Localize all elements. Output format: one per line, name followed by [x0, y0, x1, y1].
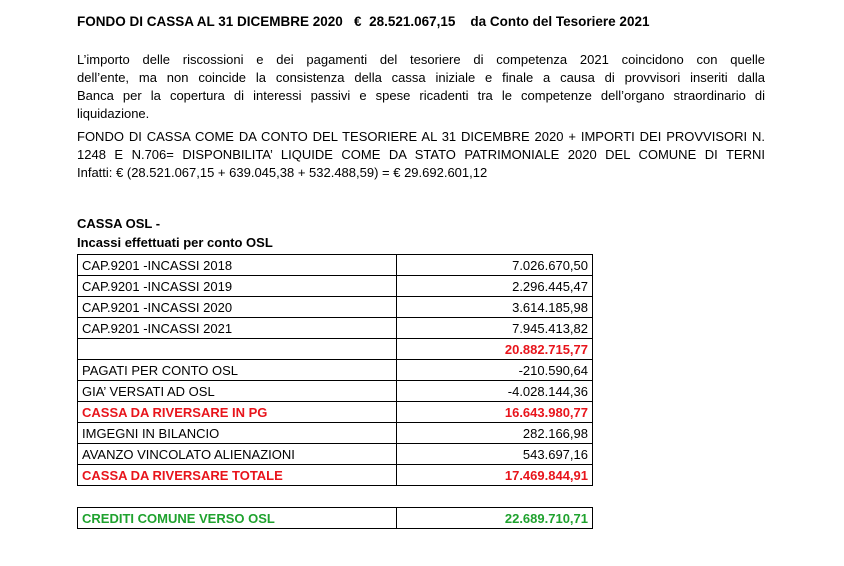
- table-row: [78, 318, 593, 339]
- osl-cash-table: [77, 254, 593, 486]
- row-label: IMGEGNI IN BILANCIO: [78, 423, 397, 444]
- formula-paragraph: [77, 128, 765, 182]
- row-value: 543.697,16: [397, 444, 593, 465]
- table-row: [78, 360, 593, 381]
- row-value: 282.166,98: [397, 423, 593, 444]
- subtotal-row: [78, 339, 593, 360]
- paragraph-line: 1248 E N.706= DISPONBILITA’ LIQUIDE COME DA STATO PATRIMONIALE 2020 DEL COMUNE DI TERNI: [77, 147, 765, 162]
- row-label: [78, 339, 397, 360]
- row-value: 2.296.445,47: [397, 276, 593, 297]
- table-row: [78, 297, 593, 318]
- row-label: CAP.9201 -INCASSI 2020: [78, 297, 397, 318]
- table-row: [78, 276, 593, 297]
- row-value: -210.590,64: [397, 360, 593, 381]
- row-label: CAP.9201 -INCASSI 2018: [78, 255, 397, 276]
- row-label: GIA’ VERSATI AD OSL: [78, 381, 397, 402]
- paragraph-line: dell’ente, ma non coincide la consistenza della cassa iniziale e finale a causa di provvisori inseriti dalla: [77, 70, 765, 85]
- row-label: CAP.9201 -INCASSI 2021: [78, 318, 397, 339]
- table-row: [78, 444, 593, 465]
- row-value: 7.945.413,82: [397, 318, 593, 339]
- document-title: FONDO DI CASSA AL 31 DICEMBRE 2020 € 28.521.067,15 da Conto del Tesoriere 2021: [77, 14, 650, 29]
- row-label: CAP.9201 -INCASSI 2019: [78, 276, 397, 297]
- row-label: CASSA DA RIVERSARE IN PG: [78, 402, 397, 423]
- row-value: 17.469.844,91: [397, 465, 593, 486]
- paragraph-line: liquidazione.: [77, 106, 150, 121]
- section-subtitle: Incassi effettuati per conto OSL: [77, 235, 273, 250]
- row-label: CASSA DA RIVERSARE TOTALE: [78, 465, 397, 486]
- section-title: CASSA OSL -: [77, 216, 161, 231]
- explanation-paragraph: [77, 51, 765, 123]
- row-value: -4.028.144,36: [397, 381, 593, 402]
- paragraph-line: Infatti: € (28.521.067,15 + 639.045,38 + 532.488,59) = € 29.692.601,12: [77, 165, 488, 180]
- table-row: [78, 255, 593, 276]
- highlight-row: [78, 402, 593, 423]
- paragraph-line: Banca per la copertura di interessi passivi e spese ricadenti tra le competenze dell’organo straordinario di: [77, 88, 765, 103]
- credit-table: [77, 507, 593, 529]
- table-row: [78, 381, 593, 402]
- table-row: [78, 423, 593, 444]
- paragraph-line: FONDO DI CASSA COME DA CONTO DEL TESORIERE AL 31 DICEMBRE 2020 + IMPORTI DEI PROVVISORI N.: [77, 129, 765, 144]
- credit-label: CREDITI COMUNE VERSO OSL: [78, 508, 397, 529]
- row-value: 16.643.980,77: [397, 402, 593, 423]
- credit-value: 22.689.710,71: [397, 508, 593, 529]
- row-value: 7.026.670,50: [397, 255, 593, 276]
- row-label: AVANZO VINCOLATO ALIENAZIONI: [78, 444, 397, 465]
- credit-row: [78, 508, 593, 529]
- total-row: [78, 465, 593, 486]
- subtotal-value: 20.882.715,77: [397, 339, 593, 360]
- row-value: 3.614.185,98: [397, 297, 593, 318]
- paragraph-line: L’importo delle riscossioni e dei pagamenti del tesoriere di competenza 2021 coincidono con quelle: [77, 52, 765, 67]
- row-label: PAGATI PER CONTO OSL: [78, 360, 397, 381]
